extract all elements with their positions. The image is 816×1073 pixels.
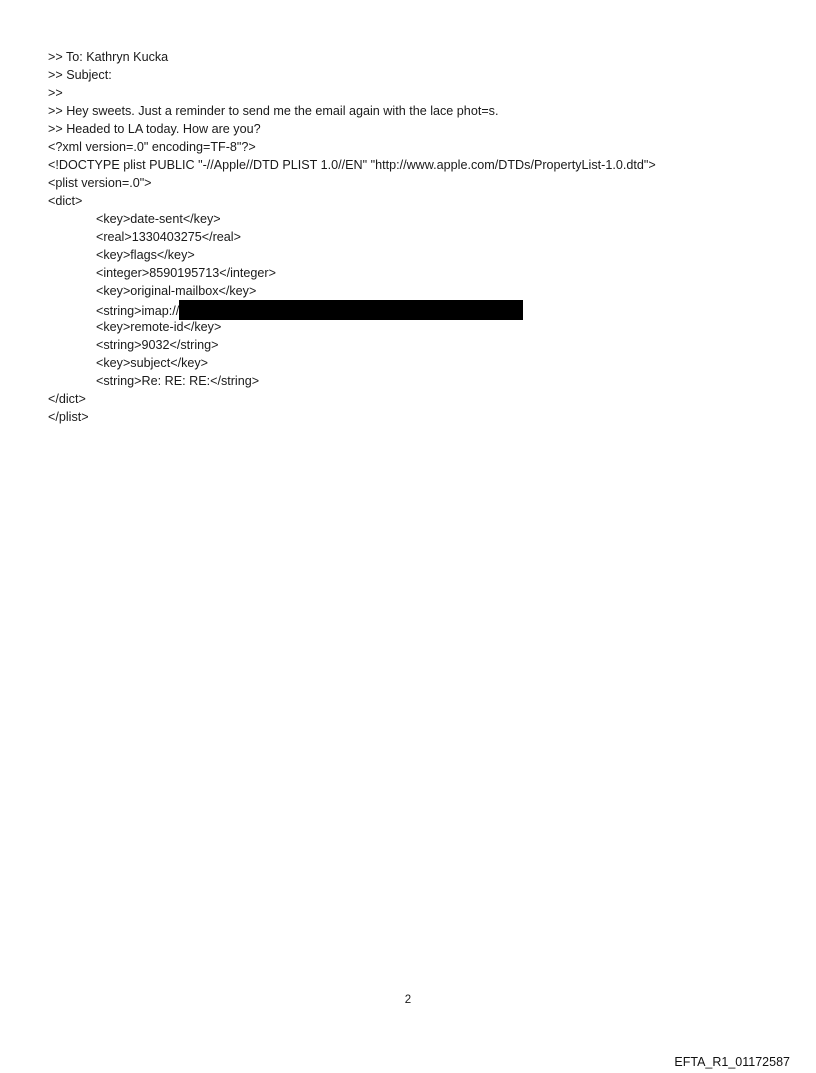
redaction-block [179,300,523,320]
string-remote-id: <string>9032</string> [96,338,219,352]
plist-open-tag: <plist version=.0"> [48,176,152,190]
dict-close-tag: </dict> [48,392,86,406]
real-date-sent: <real>1330403275</real> [96,230,241,244]
key-date-sent: <key>date-sent</key> [96,212,221,226]
email-body-line-2: >> Headed to LA today. How are you? [48,122,261,136]
key-original-mailbox: <key>original-mailbox</key> [96,284,257,298]
key-flags: <key>flags</key> [96,248,195,262]
xml-declaration: <?xml version=.0" encoding=TF-8"?> [48,140,256,154]
string-imap-line [48,300,768,318]
email-to-line: >> To: Kathryn Kucka [48,50,169,64]
dict-open-tag: <dict> [48,194,83,208]
key-remote-id-line [48,318,768,336]
integer-flags: <integer>8590195713</integer> [96,266,276,280]
page-number: 2 [404,994,412,1006]
document-body [48,48,768,426]
plist-close-tag: </plist> [48,410,89,424]
bates-number: EFTA_R1_01172587 [674,1055,790,1069]
email-subject-line: >> Subject: [48,68,112,82]
email-quote-blank-line: >> [48,86,63,100]
string-imap-prefix: <string>imap:// [96,304,180,318]
key-remote-id-suffix: </key> [183,320,222,334]
email-body-line-1: >> Hey sweets. Just a reminder to send me the email again with the lace phot=s. [48,104,499,118]
plist-doctype: <!DOCTYPE plist PUBLIC "-//Apple//DTD PLIST 1.0//EN" "http://www.apple.com/DTDs/PropertyList-1.0.dtd"> [48,158,656,172]
string-subject: <string>Re: RE: RE:</string> [96,374,260,388]
key-subject: <key>subject</key> [96,356,209,370]
key-remote-id-prefix: <key>remote-id [96,320,184,334]
